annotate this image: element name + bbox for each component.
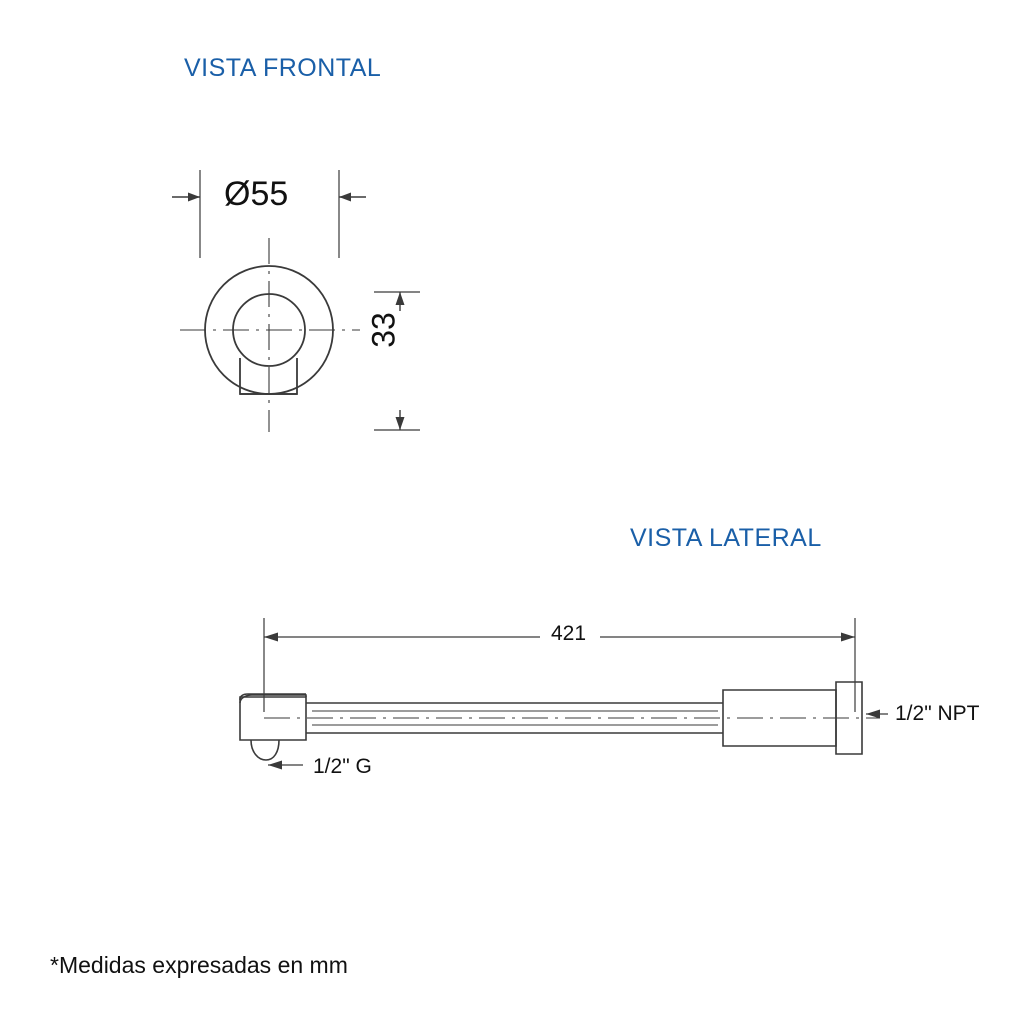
view-title-frontal: VISTA FRONTAL xyxy=(184,54,382,82)
callout-label-inlet-thread: 1/2" G xyxy=(313,755,372,778)
leader-outlet-thread xyxy=(866,710,888,719)
units-note: *Medidas expresadas en mm xyxy=(50,952,348,978)
leader-inlet-thread xyxy=(268,761,303,770)
dimension-label-diameter: Ø55 xyxy=(224,175,289,213)
callout-label-outlet-thread: 1/2" NPT xyxy=(895,702,980,725)
view-title-lateral: VISTA LATERAL xyxy=(630,524,822,552)
dimension-label-length: 421 xyxy=(551,622,587,645)
shower-arm-profile xyxy=(240,682,862,760)
dimension-label-height: 33 xyxy=(365,312,402,348)
